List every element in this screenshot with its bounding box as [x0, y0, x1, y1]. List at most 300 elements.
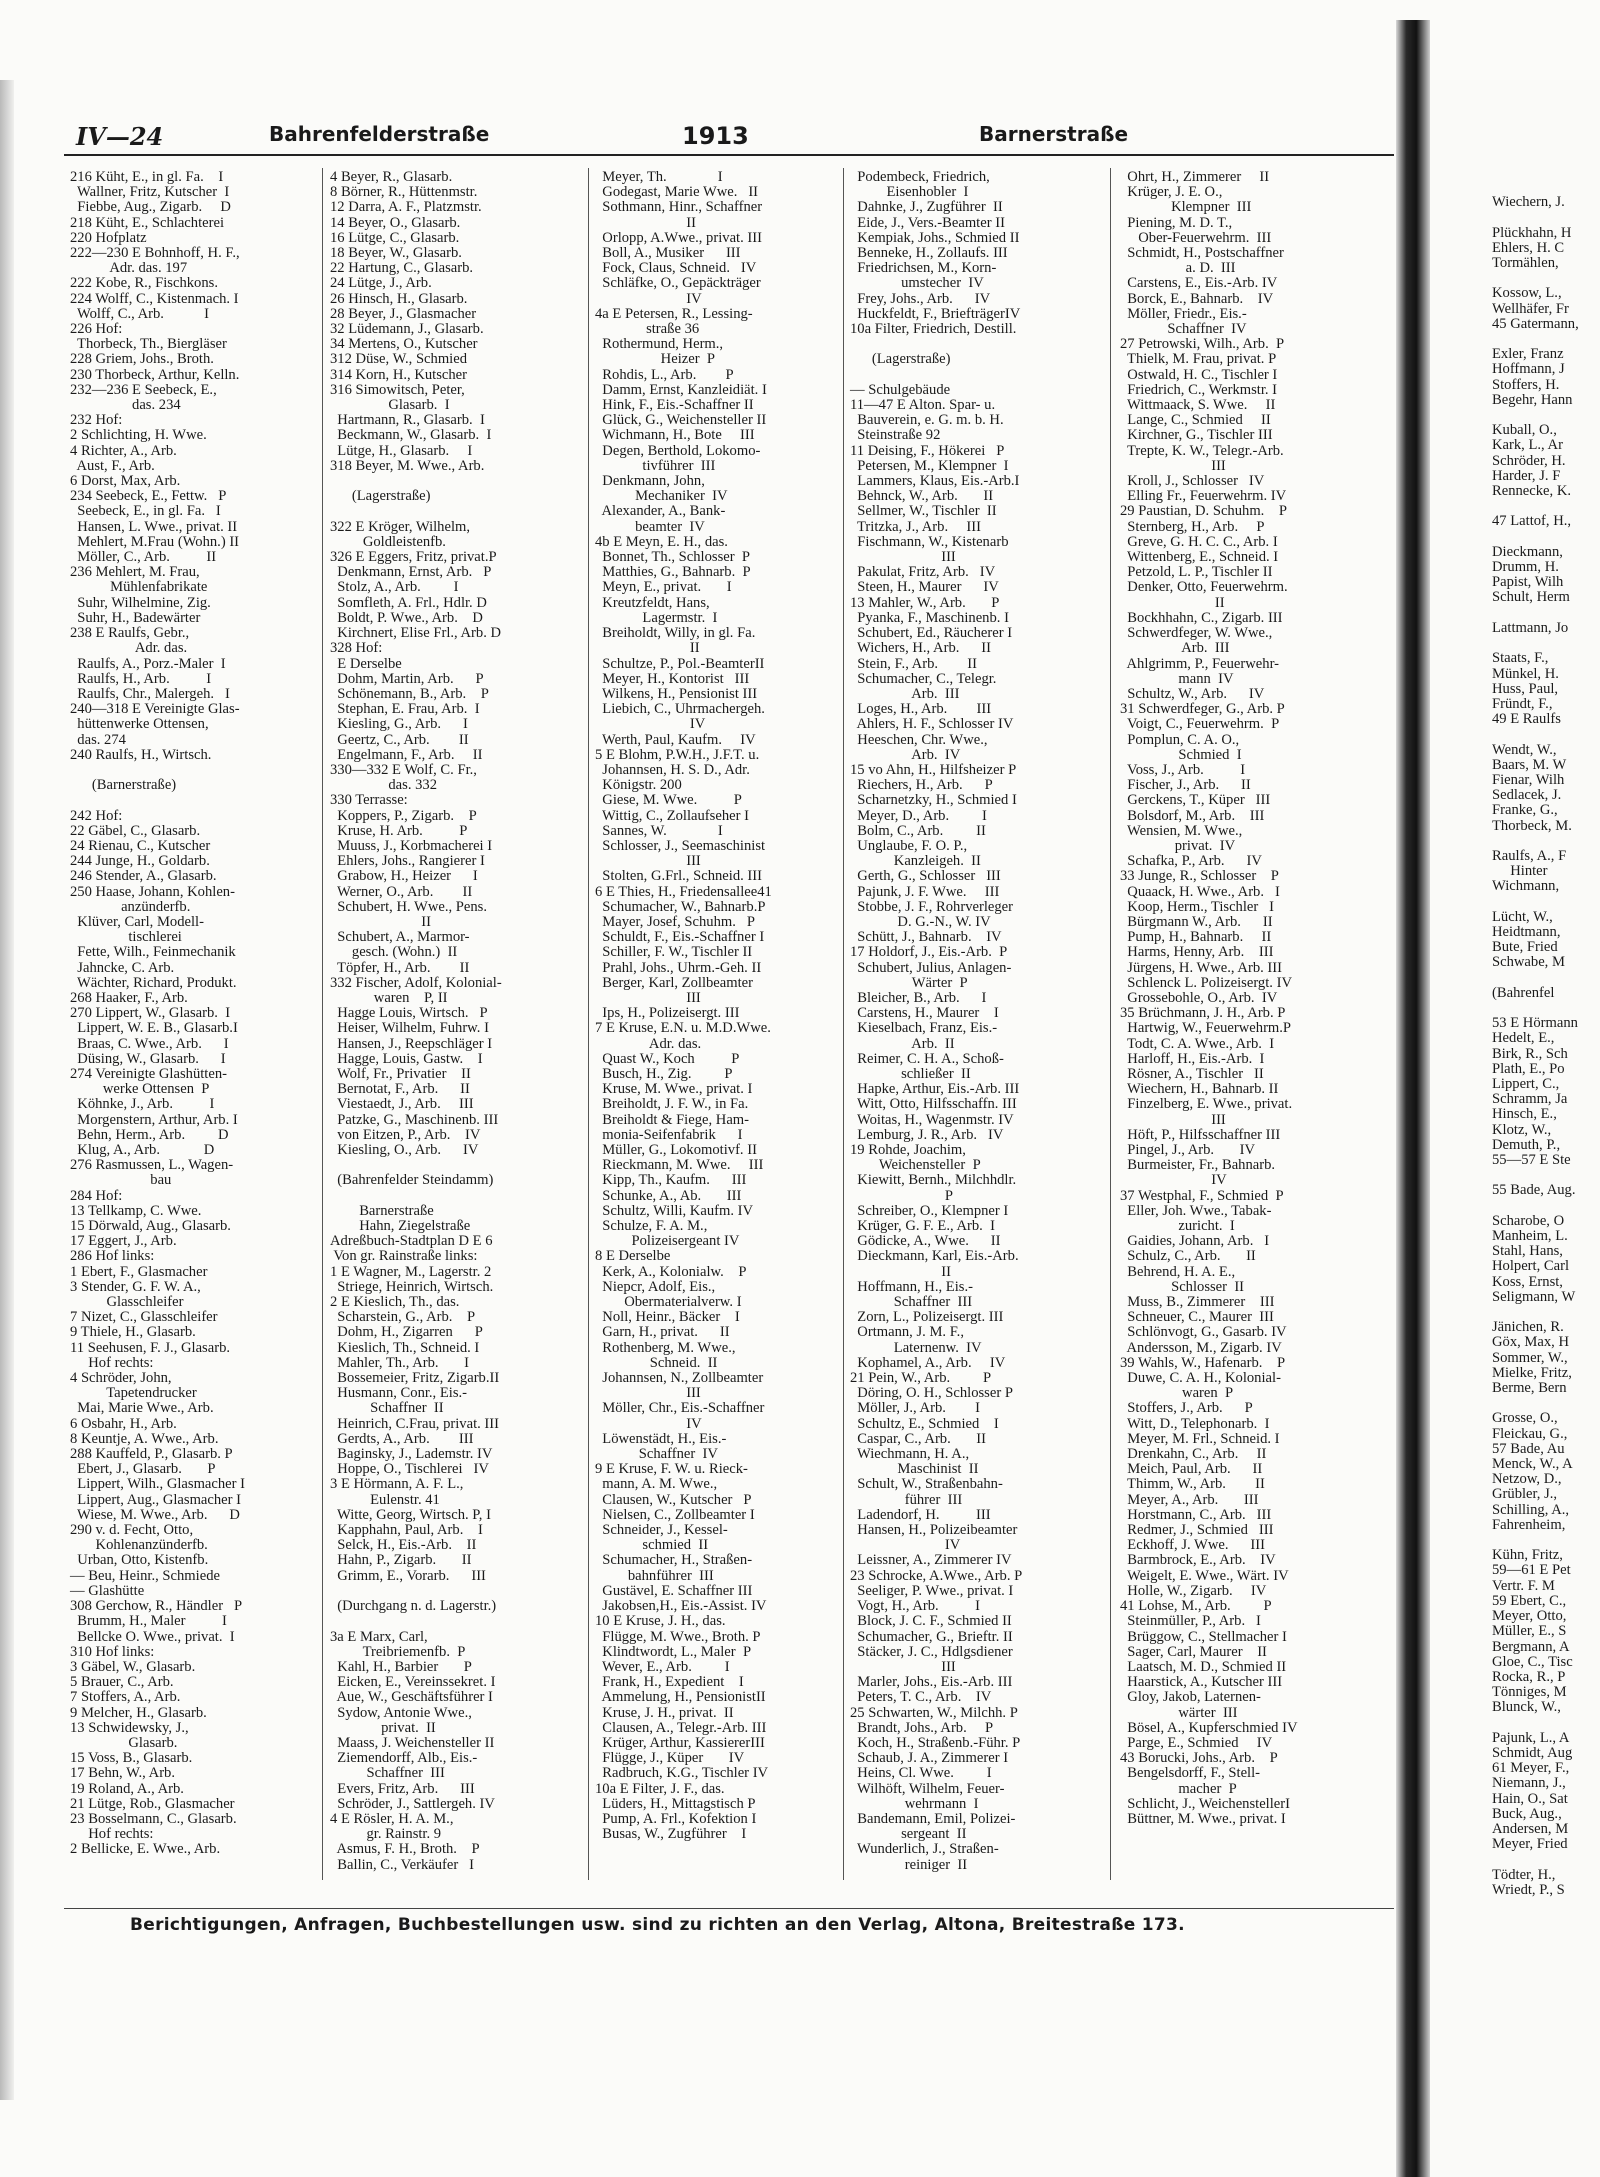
directory-entry: Meyer, Fried — [1492, 1836, 1568, 1853]
directory-entry: Steinmüller, P., Arb. I — [1120, 1613, 1261, 1630]
directory-entry: Hahn, Ziegelstraße — [330, 1218, 471, 1235]
directory-entry: Ahlers, H. F., Schlosser IV — [850, 716, 1014, 733]
directory-entry: Kieslich, Th., Schneid. I — [330, 1339, 480, 1356]
directory-column-1 — [70, 170, 310, 1870]
directory-entry: 34 Mertens, O., Kutscher — [330, 336, 478, 353]
directory-entry: Ehlers, H. C — [1492, 239, 1565, 256]
directory-entry: 11 Seehusen, F. J., Glasarb. — [70, 1339, 231, 1356]
directory-entry: 22 Hartung, C., Glasarb. — [330, 260, 474, 277]
directory-entry: Suhr, Wilhelmine, Zig. — [70, 594, 211, 611]
directory-entry: Jürgens, H. Wwe., Arb. III — [1120, 959, 1282, 976]
directory-entry: Kuball, O., — [1492, 422, 1557, 439]
directory-entry: II — [330, 913, 431, 930]
directory-entry: Töpfer, H., Arb. II — [330, 959, 470, 976]
directory-entry: 8 E Derselbe — [595, 1248, 671, 1265]
directory-entry: Barnerstraße — [330, 1202, 434, 1219]
directory-entry: privat. IV — [1120, 837, 1236, 854]
directory-entry: Wichmann, H., Bote III — [595, 427, 755, 444]
directory-entry: Schultz, W., Arb. IV — [1120, 685, 1265, 702]
directory-entry: Bernotat, F., Arb. II — [330, 1081, 470, 1098]
directory-entry: 7 Nizet, C., Glasschleifer — [70, 1309, 218, 1326]
directory-entry: Raulfs, A., F — [1492, 847, 1567, 864]
directory-entry: Denkmann, Ernst, Arb. P — [330, 564, 492, 581]
directory-entry: Heins, Cl. Wwe. I — [850, 1765, 992, 1782]
directory-entry: Somfleth, A. Frl., Hdlr. D — [330, 594, 487, 611]
directory-entry: Husmann, Conr., Eis.- — [330, 1385, 468, 1402]
directory-entry: Piening, M. D. T., — [1120, 214, 1233, 231]
directory-entry: 8 Börner, R., Hüttenmstr. — [330, 184, 478, 201]
directory-entry: Meyer, M. Frl., Schneid. I — [1120, 1430, 1280, 1447]
directory-entry: 284 Hof: — [70, 1187, 123, 1204]
directory-entry: Ehlers, Johs., Rangierer I — [330, 853, 485, 870]
directory-entry: Scharnetzky, H., Schmied I — [850, 792, 1017, 809]
directory-column-4 — [850, 169, 1090, 1873]
directory-entry: Harloff, H., Eis.-Arb. I — [1120, 1050, 1265, 1067]
directory-entry: 37 Westphal, F., Schmied P — [1120, 1187, 1284, 1204]
directory-entry: Raulfs, H., Arb. I — [70, 670, 212, 687]
directory-entry: Eicken, E., Vereinssekret. I — [330, 1674, 496, 1691]
directory-entry: Berme, Bern — [1492, 1380, 1567, 1397]
directory-entry: das. 234 — [70, 397, 181, 414]
directory-entry: 24 Lütge, J., Arb. — [330, 275, 432, 292]
directory-entry: Fleickau, G., — [1492, 1425, 1568, 1442]
directory-entry: 3 Gäbel, W., Glasarb. — [70, 1658, 196, 1675]
directory-entry: Rocka, R., P — [1492, 1668, 1566, 1685]
footer-rule — [64, 1908, 1394, 1909]
directory-entry: Podembeck, Friedrich, — [850, 169, 990, 185]
directory-entry: Grabow, H., Heizer I — [330, 868, 478, 885]
directory-entry: Schaffner IV — [595, 1446, 718, 1463]
directory-entry: 5 E Blohm, P.W.H., J.F.T. u. — [595, 746, 760, 763]
directory-entry: Denker, Otto, Feuerwehrm. — [1120, 579, 1288, 596]
directory-entry: Viestaedt, J., Arb. III — [330, 1096, 474, 1113]
directory-entry: Gödicke, A., Wwe. II — [850, 1233, 1001, 1250]
directory-entry: 3 E Hörmann, A. F. L., — [330, 1476, 464, 1493]
directory-entry: Krüger, Arthur, KassiererIII — [595, 1734, 765, 1751]
directory-entry — [330, 1158, 580, 1173]
directory-entry: Engelmann, F., Arb. II — [330, 746, 483, 763]
directory-entry: Wilhöft, Wilhelm, Feuer- — [850, 1780, 1005, 1797]
directory-entry: 328 Hof: — [330, 640, 383, 657]
directory-entry: 7 Stoffers, A., Arb. — [70, 1689, 181, 1706]
directory-entry: III — [595, 1385, 701, 1402]
right-street-title: Barnerstraße — [979, 122, 1129, 146]
directory-entry: 228 Griem, Johs., Broth. — [70, 351, 214, 368]
directory-entry: Schaffner IV — [1120, 321, 1247, 338]
directory-entry — [330, 504, 580, 519]
directory-entry: Adr. das. — [595, 1035, 702, 1052]
directory-entry: Vogt, H., Arb. I — [850, 1598, 981, 1615]
directory-entry — [1492, 530, 1600, 545]
directory-entry: Schmied I — [1120, 746, 1242, 763]
directory-entry: Pajunk, J. F. Wwe. III — [850, 883, 1000, 900]
directory-entry: 53 E Hörmann — [1492, 1015, 1578, 1032]
directory-entry: Todt, C. A. Wwe., Arb. I — [1120, 1035, 1275, 1052]
directory-entry: Meyer, D., Arb. I — [850, 807, 987, 824]
directory-entry: 226 Hof: — [70, 321, 123, 338]
directory-entry: Schafka, P., Arb. IV — [1120, 853, 1262, 870]
directory-entry: 31 Schwerdfeger, G., Arb. P — [1120, 701, 1285, 718]
directory-entry: 17 Behn, W., Arb. — [70, 1765, 175, 1782]
directory-entry: Frey, Johs., Arb. IV — [850, 290, 991, 307]
directory-entry: Brüggow, C., Stellmacher I — [1120, 1628, 1287, 1645]
directory-entry: Laternenw. IV — [850, 1339, 982, 1356]
directory-entry: 318 Beyer, M. Wwe., Arb. — [330, 457, 485, 474]
directory-entry: Hoppe, O., Tischlerei IV — [330, 1461, 489, 1478]
directory-entry: Gerth, G., Schlosser III — [850, 868, 1001, 885]
directory-entry: 19 Rohde, Joachim, — [850, 1142, 966, 1158]
directory-entry: 45 Gatermann, — [1492, 315, 1579, 332]
directory-entry: 7 E Kruse, E.N. u. M.D.Wwe. — [595, 1020, 771, 1037]
directory-entry: 224 Wolff, C., Kistenmach. I — [70, 290, 239, 307]
directory-entry: Müller, E., S — [1492, 1623, 1567, 1640]
directory-entry: Dieckmann, Karl, Eis.-Arb. — [850, 1248, 1019, 1265]
directory-entry: 49 E Raulfs — [1492, 711, 1561, 728]
directory-entry: 288 Kauffeld, P., Glasarb. P — [70, 1446, 233, 1463]
directory-entry: Orlopp, A.Wwe., privat. III — [595, 229, 762, 246]
directory-entry: Stolz, A., Arb. I — [330, 579, 459, 596]
directory-entry: 43 Borucki, Johs., Arb. P — [1120, 1750, 1278, 1767]
directory-entry: Staats, F., — [1492, 650, 1549, 667]
directory-entry: Koch, H., Straßenb.-Führ. P — [850, 1734, 1021, 1751]
directory-entry: Redmer, J., Schmied III — [1120, 1522, 1274, 1539]
directory-entry: Pakulat, Fritz, Arb. IV — [850, 564, 996, 581]
directory-entry: Liebich, C., Uhrmachergeh. — [595, 701, 765, 718]
directory-entry: 23 Bosselmann, C., Glasarb. — [70, 1810, 237, 1827]
directory-entry: Schramm, Ja — [1492, 1091, 1568, 1108]
directory-entry: Wächter, Richard, Produkt. — [70, 974, 237, 991]
directory-entry: Thielk, M. Frau, privat. P — [1120, 351, 1277, 368]
directory-entry: 27 Petrowski, Wilh., Arb. P — [1120, 336, 1285, 353]
directory-entry: Kiesling, G., Arb. I — [330, 716, 468, 733]
directory-entry: Kark, L., Ar — [1492, 437, 1563, 454]
directory-entry: Mai, Marie Wwe., Arb. — [70, 1400, 214, 1417]
directory-entry: Schmidt, Aug — [1492, 1744, 1573, 1761]
directory-entry: wärter III — [1120, 1704, 1238, 1721]
directory-entry — [1492, 834, 1600, 849]
directory-entry: Hinter — [1492, 863, 1548, 880]
directory-entry: Kreutzfeldt, Hans, — [595, 594, 710, 611]
directory-entry: Kruse, J. H., privat. II — [595, 1704, 734, 1721]
directory-entry: 22 Gäbel, C., Glasarb. — [70, 822, 201, 839]
directory-entry — [1492, 499, 1600, 514]
directory-entry: hüttenwerke Ottensen, — [70, 716, 209, 733]
directory-entry: 240 Raulfs, H., Wirtsch. — [70, 746, 212, 763]
directory-entry: 17 Holdorf, J., Eis.-Arb. P — [850, 944, 1008, 961]
directory-entry — [1492, 1396, 1600, 1411]
directory-entry: Thorbeck, M. — [1492, 817, 1572, 834]
directory-entry: Breiholdt, J. F. W., in Fa. — [595, 1096, 749, 1113]
directory-entry: Fette, Wilh., Feinmechanik — [70, 944, 236, 961]
directory-entry: Benneke, H., Zollaufs. III — [850, 245, 1008, 262]
directory-entry: 4a E Petersen, R., Lessing- — [595, 305, 753, 322]
directory-entry: Mühlenfabrikate — [70, 579, 208, 596]
directory-entry: Carstens, H., Maurer I — [850, 1005, 999, 1022]
directory-entry: Sydow, Antonie Wwe., — [330, 1704, 472, 1721]
directory-entry: Prahl, Johs., Uhrm.-Geh. II — [595, 959, 762, 976]
directory-entry: Braas, C. Wwe., Arb. I — [70, 1035, 229, 1052]
directory-entry: Bockhhahn, C., Zigarb. III — [1120, 609, 1283, 626]
directory-entry: Jakobsen,H., Eis.-Assist. IV — [595, 1598, 767, 1615]
directory-entry: 330—332 E Wolf, C. Fr., — [330, 761, 477, 778]
directory-entry: Hinsch, E., — [1492, 1106, 1557, 1123]
directory-entry: 9 E Kruse, F. W. u. Rieck- — [595, 1461, 748, 1478]
directory-entry: Schmidt, H., Postschaffner — [1120, 245, 1284, 262]
directory-entry: Kühn, Fritz, — [1492, 1547, 1563, 1564]
directory-entry: Wallner, Fritz, Kutscher I — [70, 184, 230, 201]
directory-entry: Adr. das. 197 — [70, 260, 188, 277]
directory-entry: umstecher IV — [850, 275, 984, 292]
directory-entry: gesch. (Wohn.) II — [330, 944, 458, 961]
directory-entry: 9 Melcher, H., Glasarb. — [70, 1704, 207, 1721]
directory-entry: Schunke, A., Ab. III — [595, 1187, 742, 1204]
directory-entry: 21 Pein, W., Arb. P — [850, 1370, 992, 1387]
directory-entry: Schubert, Ed., Räucherer I — [850, 625, 1013, 642]
directory-entry — [1492, 1305, 1600, 1320]
directory-entry: Arb. III — [850, 685, 960, 702]
directory-entry: 24 Rienau, C., Kutscher — [70, 837, 211, 854]
directory-entry: Schult, Herm — [1492, 589, 1570, 606]
directory-entry: III — [595, 853, 701, 870]
directory-entry: Schröder, J., Sattlergeh. IV — [330, 1795, 495, 1812]
directory-entry: Ammelung, H., PensionistII — [595, 1689, 766, 1706]
directory-entry: 25 Schwarten, W., Milchh. P — [850, 1704, 1018, 1721]
directory-entry: Brandt, Johs., Arb. P — [850, 1719, 994, 1736]
directory-entry: — Beu, Heinr., Schmiede — [70, 1567, 220, 1584]
directory-entry: Schlönvogt, G., Gasarb. IV — [1120, 1324, 1287, 1341]
directory-entry: Lücht, W., — [1492, 908, 1553, 925]
directory-entry: Hof rechts: — [70, 1826, 154, 1843]
directory-entry: Birk, R., Sch — [1492, 1045, 1568, 1062]
directory-entry: von Eitzen, P., Arb. IV — [330, 1126, 481, 1143]
directory-entry: Wunderlich, J., Straßen- — [850, 1841, 999, 1858]
directory-entry — [1492, 1001, 1600, 1016]
directory-entry: Stäcker, J. C., Hdlgsdiener — [850, 1643, 1013, 1660]
directory-entry: Stolten, G.Frl., Schneid. III — [595, 868, 763, 885]
directory-entry: Krüger, G. F. E., Arb. I — [850, 1218, 995, 1235]
directory-entry: Matthies, G., Bahnarb. P — [595, 564, 751, 581]
directory-entry: Wever, E., Arb. I — [595, 1658, 730, 1675]
directory-entry: 240—318 E Vereinigte Glas- — [70, 701, 240, 718]
directory-entry: Pingel, J., Arb. IV — [1120, 1142, 1255, 1158]
directory-entry: Mielke, Fritz, — [1492, 1364, 1572, 1381]
directory-entry: monia-Seifenfabrik I — [595, 1126, 743, 1143]
directory-entry: Andersen, M — [1492, 1820, 1569, 1837]
directory-entry: Hansen, J., Reepschläger I — [330, 1035, 493, 1052]
directory-entry: Fischer, J., Arb. II — [1120, 777, 1251, 794]
directory-entry: Bellcke O. Wwe., privat. I — [70, 1628, 235, 1645]
directory-entry: 15 vo Ahn, H., Hilfsheizer P — [850, 761, 1017, 778]
directory-entry: 312 Düse, W., Schmied — [330, 351, 468, 368]
directory-entry: Maschinist II — [850, 1461, 979, 1478]
directory-entry: 244 Junge, H., Goldarb. — [70, 853, 210, 870]
directory-entry: Gustävel, E. Schaffner III — [595, 1582, 753, 1599]
directory-entry: Hedelt, E., — [1492, 1030, 1555, 1047]
directory-entry: Duwe, C. A. H., Kolonial- — [1120, 1370, 1281, 1387]
directory-entry: Schaffner III — [330, 1765, 445, 1782]
directory-entry: Fischmann, W., Kistenarb — [850, 533, 1009, 550]
directory-entry: Krüger, J. E. O., — [1120, 184, 1223, 201]
directory-entry: Schönemann, B., Arb. P — [330, 685, 489, 702]
directory-entry: Höft, P., Hilfsschaffner III — [1120, 1126, 1281, 1143]
directory-entry: Fiebbe, Aug., Zigarb. D — [70, 199, 231, 216]
directory-entry: Woitas, H., Wagenmstr. IV — [850, 1111, 1014, 1128]
directory-entry: Bleicher, B., Arb. I — [850, 989, 987, 1006]
directory-entry: Ebert, J., Glasarb. P — [70, 1461, 216, 1478]
directory-entry — [1492, 971, 1600, 986]
directory-entry: Adreßbuch-Stadtplan D E 6 — [330, 1233, 493, 1250]
directory-entry: Block, J. C. F., Schmied II — [850, 1613, 1012, 1630]
directory-entry: Bolsdorf, M., Arb. III — [1120, 807, 1265, 824]
directory-entry: 13 Tellkamp, C. Wwe. — [70, 1202, 202, 1219]
directory-entry: 8 Keuntje, A. Wwe., Arb. — [70, 1430, 219, 1447]
directory-entry: Heeschen, Chr. Wwe., — [850, 731, 988, 748]
directory-entry: Raulfs, A., Porz.-Maler I — [70, 655, 226, 672]
directory-entry: Grübler, J., — [1492, 1486, 1558, 1503]
directory-entry: Ips, H., Polizeisergt. III — [595, 1005, 740, 1022]
directory-entry: gr. Rainstr. 9 — [330, 1826, 442, 1843]
directory-entry: Kipp, Th., Kaufm. III — [595, 1172, 747, 1189]
directory-entry: Pajunk, L., A — [1492, 1729, 1570, 1746]
column-divider — [322, 168, 323, 1880]
directory-entry: privat. II — [330, 1719, 436, 1736]
directory-entry: Sternberg, H., Arb. P — [1120, 518, 1265, 535]
directory-entry: Möller, Chr., Eis.-Schaffner — [595, 1400, 765, 1417]
directory-entry — [330, 1189, 580, 1204]
directory-entry: 17 Eggert, J., Arb. — [70, 1233, 177, 1250]
directory-entry — [330, 1584, 580, 1599]
directory-entry: Klindtwordt, L., Maler P — [595, 1643, 752, 1660]
directory-entry: Kophamel, A., Arb. IV — [850, 1354, 1006, 1371]
directory-entry: Andersson, M., Zigarb. IV — [1120, 1339, 1282, 1356]
directory-entry: Schult, W., Straßenbahn- — [850, 1476, 1003, 1493]
page-number: IV—24 — [76, 122, 164, 151]
directory-entry: Kiesling, O., Arb. IV — [330, 1142, 479, 1158]
directory-entry: Grimm, E., Vorarb. III — [330, 1567, 486, 1584]
directory-entry: Damm, Ernst, Kanzleidiät. I — [595, 381, 767, 398]
directory-entry: 4 Beyer, R., Glasarb. — [330, 169, 453, 185]
directory-entry: 39 Wahls, W., Hafenarb. P — [1120, 1354, 1286, 1371]
directory-entry: IV — [595, 290, 702, 307]
directory-entry: Glück, G., Weichensteller II — [595, 412, 767, 429]
directory-entry: Flügge, J., Küper IV — [595, 1750, 745, 1767]
directory-entry: Wiechern, H., Bahnarb. II — [1120, 1081, 1279, 1098]
directory-entry: Schultz, Willi, Kaufm. IV — [595, 1202, 754, 1219]
directory-entry: Wolf, Fr., Privatier II — [330, 1065, 471, 1082]
directory-entry: Stahl, Hans, — [1492, 1243, 1563, 1260]
directory-entry: 230 Thorbeck, Arthur, Kelln. — [70, 366, 240, 383]
directory-entry: Meyer, Th. I — [595, 169, 723, 185]
directory-entry: werke Ottensen P — [70, 1081, 210, 1098]
directory-entry: Plath, E., Po — [1492, 1060, 1565, 1077]
directory-entry: Unglaube, F. O. P., — [850, 837, 968, 854]
directory-entry: Aue, W., Geschäftsführer I — [330, 1689, 493, 1706]
directory-entry: Meyer, Otto, — [1492, 1608, 1567, 1625]
directory-entry: Mehlert, M.Frau (Wohn.) II — [70, 533, 240, 550]
directory-entry: Hof rechts: — [70, 1354, 154, 1371]
directory-entry: 332 Fischer, Adolf, Kolonial- — [330, 974, 502, 991]
directory-entry: reiniger II — [850, 1856, 968, 1873]
directory-entry: Sothmann, Hinr., Schaffner — [595, 199, 763, 216]
directory-entry — [1492, 636, 1600, 651]
directory-entry: Sommer, W., — [1492, 1349, 1568, 1366]
directory-entry: Heinrich, C.Frau, privat. III — [330, 1415, 499, 1432]
directory-entry: waren P, II — [330, 989, 448, 1006]
directory-entry: 2 E Kieslich, Th., das. — [330, 1294, 460, 1311]
directory-entry: III — [595, 989, 701, 1006]
directory-entry: E Derselbe — [330, 655, 402, 672]
directory-entry: 250 Haase, Johann, Kohlen- — [70, 883, 235, 900]
directory-entry: Johannsen, N., Zollbeamter — [595, 1370, 764, 1387]
directory-entry: 232—236 E Seebeck, E., — [70, 381, 217, 398]
directory-entry: 28 Beyer, J., Glasmacher — [330, 305, 477, 322]
directory-entry: Kroll, J., Schlosser IV — [1120, 473, 1265, 490]
directory-entry: Lippert, Aug., Glasmacher I — [70, 1491, 242, 1508]
directory-entry: Möller, J., Arb. I — [850, 1400, 980, 1417]
directory-entry: Wiese, M. Wwe., Arb. D — [70, 1506, 240, 1523]
directory-entry: Wichers, H., Arb. II — [850, 640, 991, 657]
directory-entry: Rohdis, L., Arb. P — [595, 366, 734, 383]
directory-entry: Schwerdfeger, W. Wwe., — [1120, 625, 1273, 642]
directory-entry: Degen, Berthold, Lokomo- — [595, 442, 761, 459]
directory-entry: 216 Küht, E., in gl. Fa. I — [70, 169, 224, 185]
directory-entry: Kapphahn, Paul, Arb. I — [330, 1522, 483, 1539]
directory-entry: Hagge Louis, Wirtsch. P — [330, 1005, 488, 1022]
directory-entry — [1492, 1199, 1600, 1214]
directory-entry: 26 Hinsch, H., Glasarb. — [330, 290, 468, 307]
directory-entry: 29 Paustian, D. Schuhm. P — [1120, 503, 1288, 520]
directory-entry: Wittenberg, E., Schneid. I — [1120, 549, 1279, 566]
directory-entry: Suhr, H., Badewärter — [70, 609, 201, 626]
directory-entry: Meyer, A., Arb. III — [1120, 1491, 1259, 1508]
directory-entry: 10a Filter, Friedrich, Destill. — [850, 321, 1017, 338]
directory-entry: Bute, Fried — [1492, 939, 1558, 956]
directory-entry: 12 Darra, A. F., Platzmstr. — [330, 199, 482, 216]
directory-entry: Behnck, W., Arb. II — [850, 488, 994, 505]
directory-entry: Petzold, L. P., Tischler II — [1120, 564, 1273, 581]
directory-entry: Ahlgrimm, P., Feuerwehr- — [1120, 655, 1280, 672]
directory-entry: Wensien, M. Wwe., — [1120, 822, 1243, 839]
directory-entry: Stobbe, J. F., Rohrverleger — [850, 898, 1013, 915]
directory-entry: das. 332 — [330, 777, 438, 794]
directory-entry: Münkel, H. — [1492, 665, 1559, 682]
directory-entry: 61 Meyer, F., — [1492, 1760, 1570, 1777]
directory-entry: Flügge, M. Wwe., Broth. P — [595, 1628, 761, 1645]
directory-entry: 13 Schwidewsky, J., — [70, 1719, 189, 1736]
directory-entry: Buck, Aug., — [1492, 1805, 1562, 1822]
directory-entry: III — [1120, 457, 1226, 474]
directory-entry: das. 274 — [70, 731, 126, 748]
directory-entry: Busch, H., Zig. P — [595, 1065, 733, 1082]
directory-entry: 10 E Kruse, J. H., das. — [595, 1613, 726, 1630]
directory-entry: 33 Junge, R., Schlosser P — [1120, 868, 1279, 885]
directory-entry: 218 Küht, E., Schlachterei — [70, 214, 225, 231]
directory-entry: Finzelberg, E. Wwe., privat. — [1120, 1096, 1293, 1113]
directory-entry: Dohm, Martin, Arb. P — [330, 670, 484, 687]
directory-entry: Wittmaack, S. Wwe. II — [1120, 397, 1276, 414]
directory-entry: Schläfke, O., Gepäckträger — [595, 275, 761, 292]
directory-entry: Pyanka, F., Maschinenb. I — [850, 609, 1009, 626]
directory-entry: Dieckmann, — [1492, 543, 1563, 560]
directory-entry: Johannsen, H. S. D., Adr. — [595, 761, 750, 778]
directory-entry: Parge, E., Schmied IV — [1120, 1734, 1273, 1751]
directory-entry: 222 Kobe, R., Fischkons. — [70, 275, 218, 292]
directory-entry: Selck, H., Eis.-Arb. II — [330, 1537, 477, 1554]
directory-entry: zuricht. I — [1120, 1218, 1235, 1235]
directory-entry: Meich, Paul, Arb. II — [1120, 1461, 1263, 1478]
directory-entry: Wärter P — [850, 974, 968, 991]
directory-entry: Manheim, L. — [1492, 1228, 1568, 1245]
